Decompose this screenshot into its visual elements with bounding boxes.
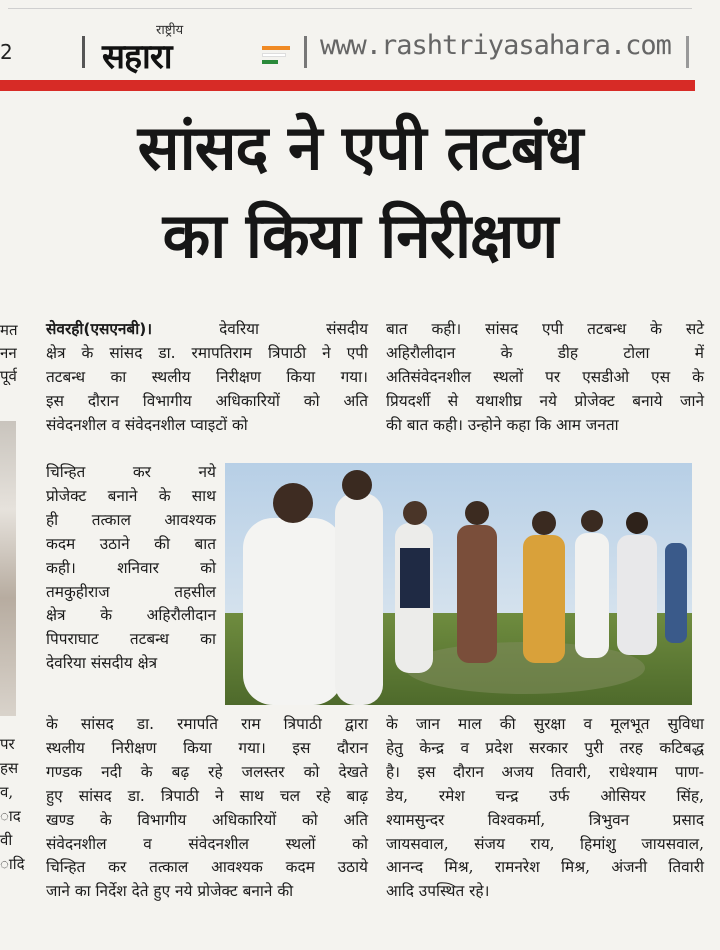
article-line: हेतु केन्द्र व प्रदेश सरकार पुरी तरह कटिबद्ध: [386, 738, 704, 757]
article-line: तटबन्ध का स्थलीय निरीक्षण किया गया।: [46, 367, 368, 386]
article-column-2-bottom: [386, 713, 704, 904]
website-url: www.rashtriyasahara.com: [320, 30, 671, 61]
article-line: क्षेत्र के सांसद डा. रमापतिराम त्रिपाठी ने एपी: [46, 343, 368, 362]
article-photo: [225, 463, 692, 705]
article-line: ही तत्काल आवश्यक: [46, 510, 216, 529]
neighbour-text-fragment: वी: [0, 831, 13, 849]
article-line: चिन्हित कर तत्काल आवश्यक कदम उठाये: [46, 858, 368, 877]
inspection-photo-illustration: [225, 463, 692, 705]
flag-white-stripe: [262, 53, 286, 57]
flag-green-stripe: [262, 60, 278, 64]
article-column-2-top: [386, 318, 704, 438]
article-line: प्रोजेक्ट बनाने के साथ: [46, 486, 216, 505]
article-column-1-top: [46, 318, 368, 438]
masthead-separator: [686, 36, 689, 68]
article-line: के जान माल की सुरक्षा व मूलभूत सुविधा: [386, 715, 704, 733]
article-column-1-bottom: [46, 713, 368, 904]
neighbour-text-fragment: नन: [0, 344, 17, 362]
neighbour-text-fragment: हस: [0, 759, 19, 777]
headline: [0, 104, 720, 280]
article-line: हुए सांसद डा. त्रिपाठी ने साथ चल रहे बाढ़: [46, 786, 368, 805]
article-line: कही। शनिवार को: [46, 558, 216, 577]
article-line: है। इस दौरान अजय तिवारी, राधेश्याम पाण-: [386, 762, 704, 781]
article-line: संवेदनशील व संवेदनशील स्थलों को: [46, 834, 368, 853]
logo-wordmark: सहारा: [102, 37, 172, 77]
article-line: स्थलीय निरीक्षण किया गया। इस दौरान: [46, 738, 368, 757]
article-column-1-wrap: [46, 461, 216, 676]
neighbour-photo-fragment: [0, 421, 16, 716]
headline-line-2: का किया निरीक्षण: [162, 199, 558, 272]
masthead-separator: [304, 36, 307, 68]
masthead-red-rule: [0, 80, 695, 91]
article-line: संवेदनशील व संवेदनशील प्वाइटों को: [46, 415, 248, 434]
neighbour-text-fragment: पूर्व: [0, 367, 17, 385]
neighbour-text-fragment: मत: [0, 321, 18, 339]
flag-saffron-stripe: [262, 46, 290, 50]
article-line: गण्डक नदी के बढ़ रहे जलस्तर को देखते: [46, 762, 368, 781]
article-line: देवरिया संसदीय क्षेत्र: [46, 654, 158, 673]
article-line: अहिरौलीदान के डीह टोला में: [386, 343, 704, 362]
article-line: जाने का निर्देश देते हुए नये प्रोजेक्ट बनाने की: [46, 882, 294, 901]
article-line: अतिसंवेदनशील स्थलों पर एसडीओ एस के: [386, 367, 704, 386]
article-line: इस दौरान विभागीय अधिकारियों को अति: [46, 391, 368, 410]
article-line: क्षेत्र के अहिरौलीदान: [46, 606, 216, 625]
neighbour-text-fragment: पर: [0, 735, 15, 753]
neighbour-text-fragment: व,: [0, 783, 14, 801]
article-line: श्यामसुन्दर विश्वकर्मा, त्रिभुवन प्रसाद: [386, 810, 704, 829]
article-line: डेय, रमेश चन्द्र उर्फ ओसियर सिंह,: [386, 786, 704, 805]
newspaper-logo: [102, 20, 292, 76]
article-line: सेवरही(एसएनबी)। देवरिया संसदीय: [46, 320, 368, 338]
masthead-separator: [82, 36, 85, 68]
article-line: आनन्द मिश्र, रामनरेश मिश्र, अंजनी तिवारी: [386, 858, 704, 877]
article-line: कदम उठाने की बात: [46, 534, 216, 553]
article-line: तमकुहीराज तहसील: [46, 582, 216, 601]
article-line: बात कही। सांसद एपी तटबन्ध के सटे: [386, 320, 704, 338]
logo-tagline: राष्ट्रीय: [156, 23, 184, 38]
page-number: 2: [0, 40, 13, 64]
neighbour-text-fragment: ाद: [0, 807, 21, 825]
article-line: आदि उपस्थित रहे।: [386, 882, 490, 901]
article-line: जायसवाल, संजय राय, हिमांशु जायसवाल,: [386, 834, 704, 853]
top-rule: [8, 8, 692, 9]
article-line: खण्ड के विभागीय अधिकारियों को अति: [46, 810, 368, 829]
article-line: पिपराघाट तटबन्ध का: [46, 630, 216, 649]
article-line: प्रियदर्शी से यथाशीघ्र नये प्रोजेक्ट बनाये जाने: [386, 391, 704, 410]
headline-line-1: सांसद ने एपी तटबंध: [137, 111, 583, 184]
article-line: की बात कही। उन्होने कहा कि आम जनता: [386, 415, 619, 434]
article-line: के सांसद डा. रमापति राम त्रिपाठी द्वारा: [46, 715, 368, 733]
article-line: चिन्हित कर नये: [46, 463, 216, 481]
neighbour-text-fragment: ादि: [0, 855, 25, 873]
article-dateline: सेवरही(एसएनबी)।: [46, 320, 153, 338]
tricolor-flag-icon: [262, 46, 290, 67]
